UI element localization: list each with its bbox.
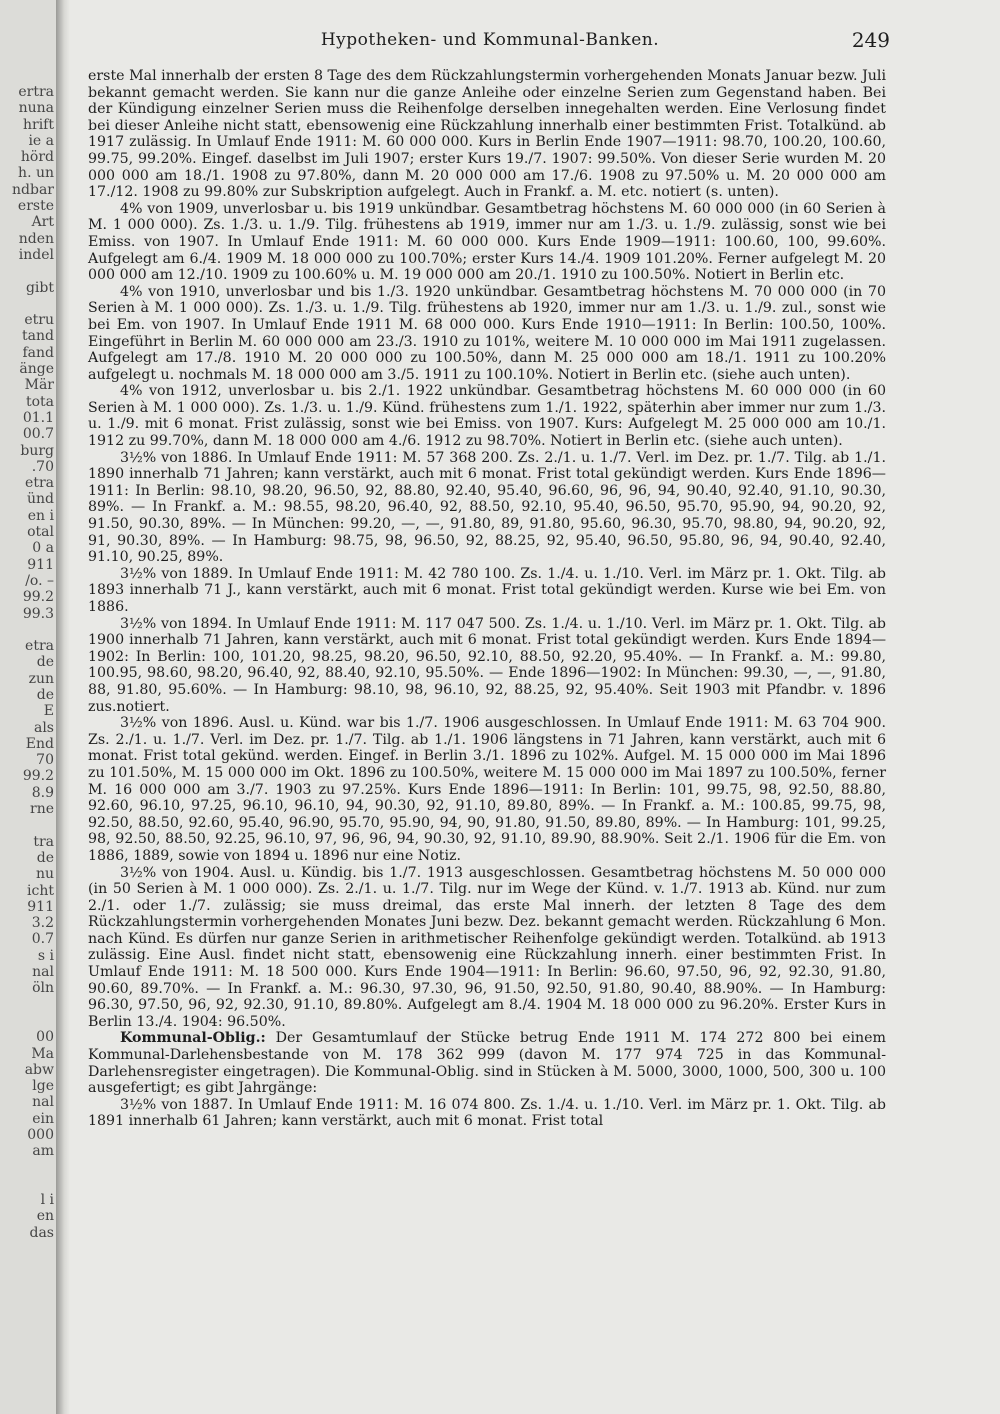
adjacent-fragment: nden — [18, 230, 54, 247]
adjacent-fragment: 000 — [27, 1127, 54, 1143]
paragraph — [88, 383, 886, 449]
adjacent-fragment: 00.7 — [22, 426, 54, 443]
paragraph-text: 3½% von 1887. In Umlauf Ende 1911: M. 16 074 800. Zs. 1./4. u. 1./10. Verl. im März pr. 1. Okt. Tilg. ab 1891 innerhalb 61 Jahren; kann verstärkt, auch mit 6 monat. Frist total — [88, 1096, 886, 1130]
adjacent-fragment: lge — [32, 1078, 54, 1095]
adjacent-fragment: s i — [37, 947, 54, 964]
adjacent-fragment: änge — [19, 361, 54, 378]
adjacent-fragment — [2, 263, 54, 279]
adjacent-fragment: 00 — [36, 1029, 54, 1046]
paragraph-text: erste Mal innerhalb der ersten 8 Tage des dem Rückzahlungstermin vorhergehenden Monats Januar bezw. Juli bekannt gemacht werden. Sie kann nur die ganze Anleihe oder einzelne Serien zum Gegenstand haben. Bei der Kündigung einzelner Serien muss die Reihenfolge derselben innegehalten werden. Eine Verlosung findet bei dieser Anleihe nicht statt, ebensowenig eine Rückzahlung innerhalb einer bestimmten Frist. Totalkünd. ab 1917 zulässig. In Umlauf Ende 1911: M. 60 000 000. Kurs in Berlin Ende 1907—1911: 98.70, 100.20, 100.60, 99.75, 99.20%. Eingef. daselbst im Juli 1907; erster Kurs 19./7. 1907: 99.50%. Von dieser Serie wurden M. 20 000 000 am 18./1. 1908 zu 97.80%, dann M. 20 000 000 am 17./6. 1908 zu 97.50% u. M. 20 000 000 am 17./12. 1908 zu 99.80% zur Subskription aufgelegt. Auch in Frankf. a. M. etc. notiert (s. unten). — [88, 68, 886, 201]
adjacent-fragment: 99.3 — [22, 605, 54, 622]
body-text — [88, 68, 886, 1130]
adjacent-fragment: Mär — [24, 377, 54, 394]
adjacent-fragment: nuna — [18, 100, 54, 117]
adjacent-fragment: End — [25, 735, 54, 752]
adjacent-fragment: indel — [18, 246, 54, 263]
paragraph — [88, 201, 886, 284]
adjacent-fragment: burg — [20, 442, 54, 459]
adjacent-fragment: E — [43, 703, 54, 720]
paragraph-text: 3½% von 1886. In Umlauf Ende 1911: M. 57 368 200. Zs. 2./1. u. 1./7. Verl. im Dez. pr. 1./7. Tilg. ab 1./1. 1890 innerhalb 71 Jahren; kann verstärkt, auch mit 6 monat. Frist total gekündigt werden. Kurs Ende 1896—1911: In Berlin: 98.10, 98.20, 96.50, 92, 88.80, 92.40, 95.40, 96.60, 96, 96, 94, 90.40, 92.40, 91.10, 90.30, 89%. — In Frankf. a. M.: 98.55, 98.20, 96.40, 92, 88.50, 92.10, 95.40, 96.50, 95.70, 95.90, 94, 90.20, 92, 91.50, 90.30, 89%. — In München: 99.20, —, —, 91.80, 89, 91.80, 95.60, 96.30, 95.70, 98.80, 94, 90.20, 92, 91, 90.30, 89%. — In Hamburg: 98.75, 98, 96.50, 92, 88.25, 92, 95.40, 96.50, 95.80, 96, 94, 90.40, 92.40, 91.10, 90.25, 89%. — [88, 449, 886, 566]
adjacent-fragment: nu — [35, 866, 54, 883]
adjacent-fragment: hrift — [23, 116, 54, 133]
adjacent-fragment: als — [33, 719, 54, 736]
adjacent-fragment: fand — [22, 344, 54, 361]
adjacent-fragment: de — [36, 686, 54, 703]
adjacent-fragment: abw — [24, 1061, 54, 1078]
paragraph — [88, 566, 886, 616]
paragraph-text: 4% von 1909, unverlosbar u. bis 1919 unkündbar. Gesamtbetrag höchstens M. 60 000 000 (in 60 Serien à M. 1 000 000). Zs. 1./3. u. 1./9. Tilg. frühestens ab 1919, immer nur am 1./3. u. 1./9. zulässig, sonst wie bei Emiss. von 1907. In Umlauf Ende 1911: M. 60 000 000. Kurs Ende 1909—1911: 100.60, 100, 99.60%. Aufgelegt am 6./4. 1909 M. 18 000 000 zu 100.70%; erster Kurs 14./4. 1909 101.20%. Ferner aufgelegt M. 20 000 000 am 12./10. 1909 zu 100.60% u. M. 19 000 000 am 20./1. 1910 zu 100.50%. Notiert in Berlin etc. — [88, 200, 886, 284]
adjacent-fragment: de — [36, 849, 54, 866]
adjacent-fragment: ein — [32, 1110, 54, 1127]
adjacent-fragment: etru — [24, 312, 54, 329]
adjacent-fragment: nal — [32, 964, 54, 981]
paragraph-text: 3½% von 1896. Ausl. u. Künd. war bis 1./7. 1906 ausgeschlossen. In Umlauf Ende 1911: M. 63 704 900. Zs. 2./1. u. 1./7. Verl. im Dez. pr. 1./7. Tilg. ab 1./1. 1906 längstens in 71 Jahren, kann verstärkt, auch mit 6 monat. Frist total gekünd. werden. Eingef. in Berlin 3./1. 1896 zu 102%. Aufgel. M. 15 000 000 im Mai 1896 zu 101.50%, M. 15 000 000 im Okt. 1896 zu 100.50%, weitere M. 15 000 000 im Mai 1897 zu 100.50%, ferner M. 16 000 000 am 3./7. 1903 zu 97.25%. Kurs Ende 1896—1911: In Berlin: 101, 99.75, 98, 92.50, 88.80, 92.60, 96.10, 97.25, 96.10, 96.10, 94, 90.30, 92, 91.10, 89.80, 89%. — In Frankf. a. M.: 100.85, 99.75, 98, 92.50, 88.50, 92.60, 95.40, 96.90, 95.70, 95.90, 94, 90, 91.80, 91.50, 89.80, 89%. — In Hamburg: 101, 99.25, 98, 92.50, 88.50, 92.25, 96.10, 97, 96, 96, 94, 90.30, 92, 91.10, 89.90, 88.90%. Seit 2./1. 1906 für die Em. von 1886, 1889, sowie von 1894 u. 1896 nur eine Notiz. — [88, 715, 886, 864]
adjacent-fragment — [2, 1013, 54, 1029]
paragraph — [88, 616, 886, 716]
paragraph-text: 3½% von 1894. In Umlauf Ende 1911: M. 117 047 500. Zs. 1./4. u. 1./10. Verl. im März pr. 1. Okt. Tilg. ab 1900 innerhalb 71 Jahren, kann verstärkt, auch mit 6 monat. Frist total gekündigt werden. Kurs Ende 1894—1902: In Berlin: 100, 101.20, 98.25, 98.20, 96.50, 92.10, 88.50, 92.20, 95.40%. — In Frankf. a. M.: 99.80, 100.95, 98.60, 98.20, 96.40, 92, 88.40, 92.10, 95.50%. — Ende 1896—1902: In München: 99.30, —, —, 91.80, 88, 91.80, 95.60%. — In Hamburg: 98.10, 98, 96.10, 92, 88.25, 92, 95.40%. Seit 1903 mit Pfandbr. v. 1896 zus.notiert. — [88, 615, 886, 715]
adjacent-fragment: 3.2 — [31, 915, 54, 932]
adjacent-fragment: etra — [25, 475, 54, 492]
adjacent-fragment: 8.9 — [31, 784, 54, 801]
adjacent-fragment: tand — [22, 328, 54, 345]
paragraph — [88, 450, 886, 566]
adjacent-fragment: 911 — [27, 898, 54, 915]
paragraph — [88, 1030, 886, 1096]
adjacent-fragment: ünd — [27, 491, 54, 508]
adjacent-fragment: am — [32, 1143, 54, 1160]
adjacent-fragment: Art — [31, 214, 54, 231]
adjacent-fragment: tra — [33, 833, 54, 850]
adjacent-fragment: 99.2 — [22, 589, 54, 606]
adjacent-fragment: .70 — [31, 458, 54, 475]
adjacent-fragment: 99.2 — [22, 768, 54, 785]
adjacent-fragment: Ma — [31, 1045, 54, 1062]
book-gutter — [56, 0, 70, 1414]
adjacent-fragment: 911 — [27, 556, 54, 573]
paragraph — [88, 865, 886, 1031]
adjacent-fragment: h. un — [18, 165, 54, 182]
adjacent-fragment — [2, 296, 54, 312]
adjacent-fragment: das — [29, 1224, 54, 1241]
paragraph-text: 4% von 1912, unverlosbar u. bis 2./1. 1922 unkündbar. Gesamtbetrag höchstens M. 60 000 000 (in 60 Serien à M. 1 000 000). Zs. 1./3. u. 1./9. Künd. frühestens zum 1./1. 1922, späterhin aber immer nur zum 1./3. u. 1./9. mit 6 monat. Frist zulässig, sonst wie bei Emiss. von 1907. Kurs: Aufgelegt M. 25 000 000 am 10./1. 1912 zu 99.70%, dann M. 18 000 000 am 4./6. 1912 zu 98.70%. Notiert in Berlin etc. (siehe auch unten). — [88, 383, 886, 450]
paragraph-lead: Kommunal-Oblig.: — [120, 1030, 266, 1047]
adjacent-fragment: icht — [27, 882, 54, 899]
running-head: Hypotheken- und Kommunal-Banken. — [320, 30, 660, 50]
adjacent-fragment: ndbar — [12, 181, 54, 198]
adjacent-fragment: ertra — [18, 84, 54, 100]
adjacent-fragment — [2, 817, 54, 833]
adjacent-fragment: tota — [25, 393, 54, 410]
adjacent-fragment: ie a — [28, 132, 54, 149]
paragraph-text: 3½% von 1889. In Umlauf Ende 1911: M. 42 780 100. Zs. 1./4. u. 1./10. Verl. im März pr. 1. Okt. Tilg. ab 1893 innerhalb 71 J., kann verstärkt, auch mit 6 monat. Frist total gekündigt werden. Kurse wie bei Em. von 1886. — [88, 565, 886, 615]
adjacent-fragment — [2, 1160, 54, 1176]
adjacent-fragment: 0.7 — [31, 931, 54, 948]
paragraph — [88, 715, 886, 864]
adjacent-fragment: rne — [30, 801, 54, 818]
paragraph — [88, 284, 886, 384]
paragraph-text: 4% von 1910, unverlosbar und bis 1./3. 1920 unkündbar. Gesamtbetrag höchstens M. 70 000 000 (in 70 Serien à M. 1 000 000). Zs. 1./3. u. 1./9. Tilg. frühestens ab 1920, immer nur am 1./3. u. 1./9. zul., sonst wie bei Em. von 1907. In Umlauf Ende 1911 M. 68 000 000. Kurs Ende 1910—1911: In Berlin: 100.50, 100%. Eingeführt in Berlin M. 60 000 000 am 23./3. 1910 zu 101%, weitere M. 10 000 000 im Mai 1911 zugelassen. Aufgelegt am 17./8. 1910 M. 20 000 000 zu 100.50%, dann M. 25 000 000 am 18./1. 1911 zu 100.20% aufgelegt u. nochmals M. 18 000 000 am 3./5. 1911 zu 100.10%. Notiert in Berlin etc. (siehe auch unten). — [88, 283, 886, 383]
paragraph — [88, 1097, 886, 1130]
page-number: 249 — [851, 28, 890, 52]
page-header — [90, 30, 890, 56]
adjacent-fragment: en i — [27, 507, 54, 524]
adjacent-fragment: erste — [17, 198, 54, 215]
adjacent-fragment: nal — [32, 1094, 54, 1111]
adjacent-fragment: etra — [25, 638, 54, 655]
adjacent-fragment: en — [36, 1208, 54, 1225]
adjacent-fragment: de — [36, 654, 54, 671]
adjacent-fragment: 0 a — [32, 540, 54, 557]
adjacent-fragment — [2, 997, 54, 1013]
adjacent-fragment: otal — [27, 524, 54, 541]
adjacent-page-fragments — [2, 84, 54, 1414]
adjacent-fragment — [2, 622, 54, 638]
adjacent-fragment: 01.1 — [22, 409, 54, 426]
adjacent-page-edge — [0, 0, 56, 1414]
paragraph-text: Der Gesamtumlauf der Stücke betrug Ende 1911 M. 174 272 800 bei einem Kommunal-Darlehensbestande von M. 178 362 999 (davon M. 177 974 725 in das Kommunal-Darlehensregister eingetragen). Die Kommunal-Oblig. sind in Stücken à M. 5000, 3000, 1000, 500, 300 u. 100 ausgefertigt; es gibt Jahrgänge: — [88, 1030, 886, 1097]
adjacent-fragment: l i — [40, 1192, 54, 1209]
adjacent-fragment: gibt — [25, 279, 54, 296]
adjacent-fragment: öln — [32, 980, 54, 997]
paragraph — [88, 68, 886, 201]
adjacent-fragment: 70 — [36, 752, 54, 769]
adjacent-fragment: /o. – — [25, 572, 54, 589]
adjacent-fragment: hörd — [20, 149, 54, 166]
paragraph-text: 3½% von 1904. Ausl. u. Kündig. bis 1./7. 1913 ausgeschlossen. Gesamtbetrag höchstens M. 50 000 000 (in 50 Serien à M. 1 000 000). Zs. 2./1. u. 1./7. Tilg. nur im Wege der Künd. v. 1./7. 1913 ab. Künd. nur zum 2./1. oder 1./7. zulässig; sie muss dreimal, das erste Mal innerh. der letzten 8 Tage des dem Rückzahlungstermin vorhergehenden Monates Juni bezw. Dez. bekannt gemacht werden. Rückzahlung 6 Mon. nach Künd. Es dürfen nur ganze Serien in arithmetischer Reihenfolge gekündigt werden. Totalkünd. ab 1913 zulässig. Eine Ausl. findet nicht statt, ebensowenig eine Rückzahlung innerh. einer bestimmten Frist. In Umlauf Ende 1911: M. 18 500 000. Kurs Ende 1904—1911: In Berlin: 96.60, 97.50, 96, 92, 92.30, 91.80, 90.60, 89.70%. — In Frankf. a. M.: 96.30, 97.30, 96, 91.50, 92.50, 91.80, 90.40, 88.90%. — In Hamburg: 96.30, 97.50, 96, 92, 92.30, 91.10, 89.80%. Aufgelegt am 8./4. 1904 M. 18 000 000 zu 96.20%. Erster Kurs in Berlin 13./4. 1904: 96.50%. — [88, 864, 886, 1030]
adjacent-fragment — [2, 1176, 54, 1192]
adjacent-fragment: zun — [28, 670, 54, 687]
